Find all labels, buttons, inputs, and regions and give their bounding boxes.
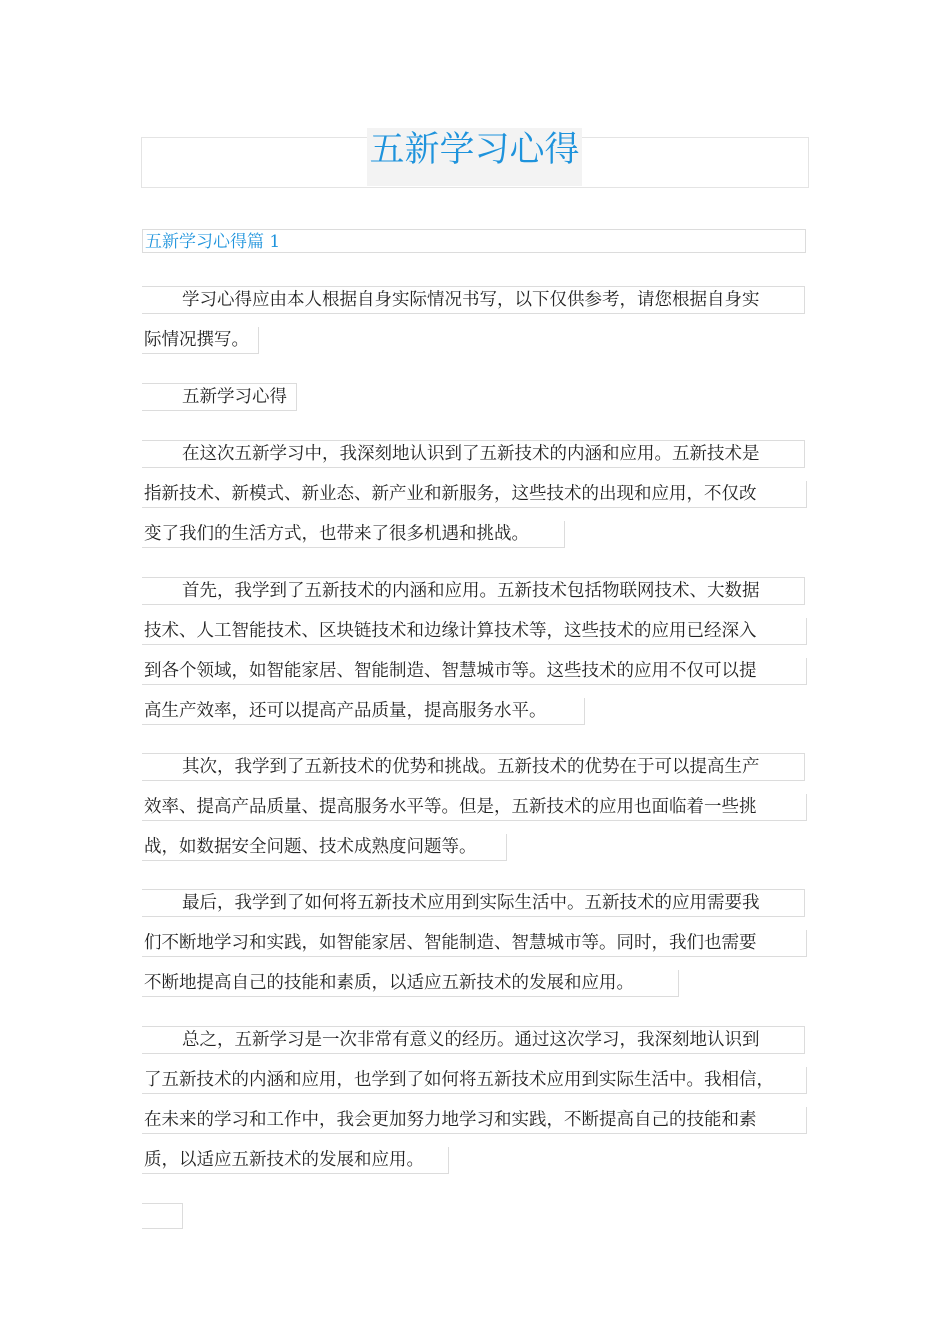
paragraph-line: 们不断地学习和实践，如智能家居、智能制造、智慧城市等。同时，我们也需要 <box>142 930 807 957</box>
paragraph-5 <box>142 754 808 874</box>
document-title: 五新学习心得 <box>367 128 582 186</box>
section-heading: 五新学习心得篇 1 <box>142 229 806 253</box>
paragraph-6 <box>142 890 808 1010</box>
paragraph-line: 在未来的学习和工作中，我会更加努力地学习和实践，不断提高自己的技能和素 <box>142 1107 807 1134</box>
paragraph-7 <box>142 1027 808 1187</box>
paragraph-line: 不断地提高自己的技能和素质，以适应五新技术的发展和应用。 <box>142 970 679 997</box>
paragraph-line: 学习心得应由本人根据自身实际情况书写，以下仅供参考，请您根据自身实 <box>142 286 805 314</box>
paragraph-line: 在这次五新学习中，我深刻地认识到了五新技术的内涵和应用。五新技术是 <box>142 440 805 468</box>
paragraph-line: 五新学习心得 <box>142 383 297 411</box>
empty-line-frame <box>142 1203 183 1229</box>
paragraph-line: 技术、人工智能技术、区块链技术和边缘计算技术等，这些技术的应用已经深入 <box>142 618 807 645</box>
paragraph-line: 质，以适应五新技术的发展和应用。 <box>142 1147 449 1174</box>
paragraph-line: 其次，我学到了五新技术的优势和挑战。五新技术的优势在于可以提高生产 <box>142 753 805 781</box>
paragraph-line: 效率、提高产品质量、提高服务水平等。但是，五新技术的应用也面临着一些挑 <box>142 794 807 821</box>
paragraph-1 <box>142 287 808 367</box>
paragraph-line: 战，如数据安全问题、技术成熟度问题等。 <box>142 834 507 861</box>
paragraph-line: 最后，我学到了如何将五新技术应用到实际生活中。五新技术的应用需要我 <box>142 889 805 917</box>
paragraph-line: 指新技术、新模式、新业态、新产业和新服务，这些技术的出现和应用，不仅改 <box>142 481 807 508</box>
paragraph-line: 高生产效率，还可以提高产品质量，提高服务水平。 <box>142 698 585 725</box>
paragraph-line: 际情况撰写。 <box>142 327 259 354</box>
paragraph-3 <box>142 441 808 561</box>
paragraph-line: 变了我们的生活方式，也带来了很多机遇和挑战。 <box>142 521 565 548</box>
paragraph-line: 首先，我学到了五新技术的内涵和应用。五新技术包括物联网技术、大数据 <box>142 577 805 605</box>
paragraph-2 <box>142 384 808 424</box>
paragraph-4 <box>142 578 808 738</box>
paragraph-line: 了五新技术的内涵和应用，也学到了如何将五新技术应用到实际生活中。我相信， <box>142 1067 807 1094</box>
paragraph-line: 总之，五新学习是一次非常有意义的经历。通过这次学习，我深刻地认识到 <box>142 1026 805 1054</box>
paragraph-line: 到各个领域，如智能家居、智能制造、智慧城市等。这些技术的应用不仅可以提 <box>142 658 807 685</box>
